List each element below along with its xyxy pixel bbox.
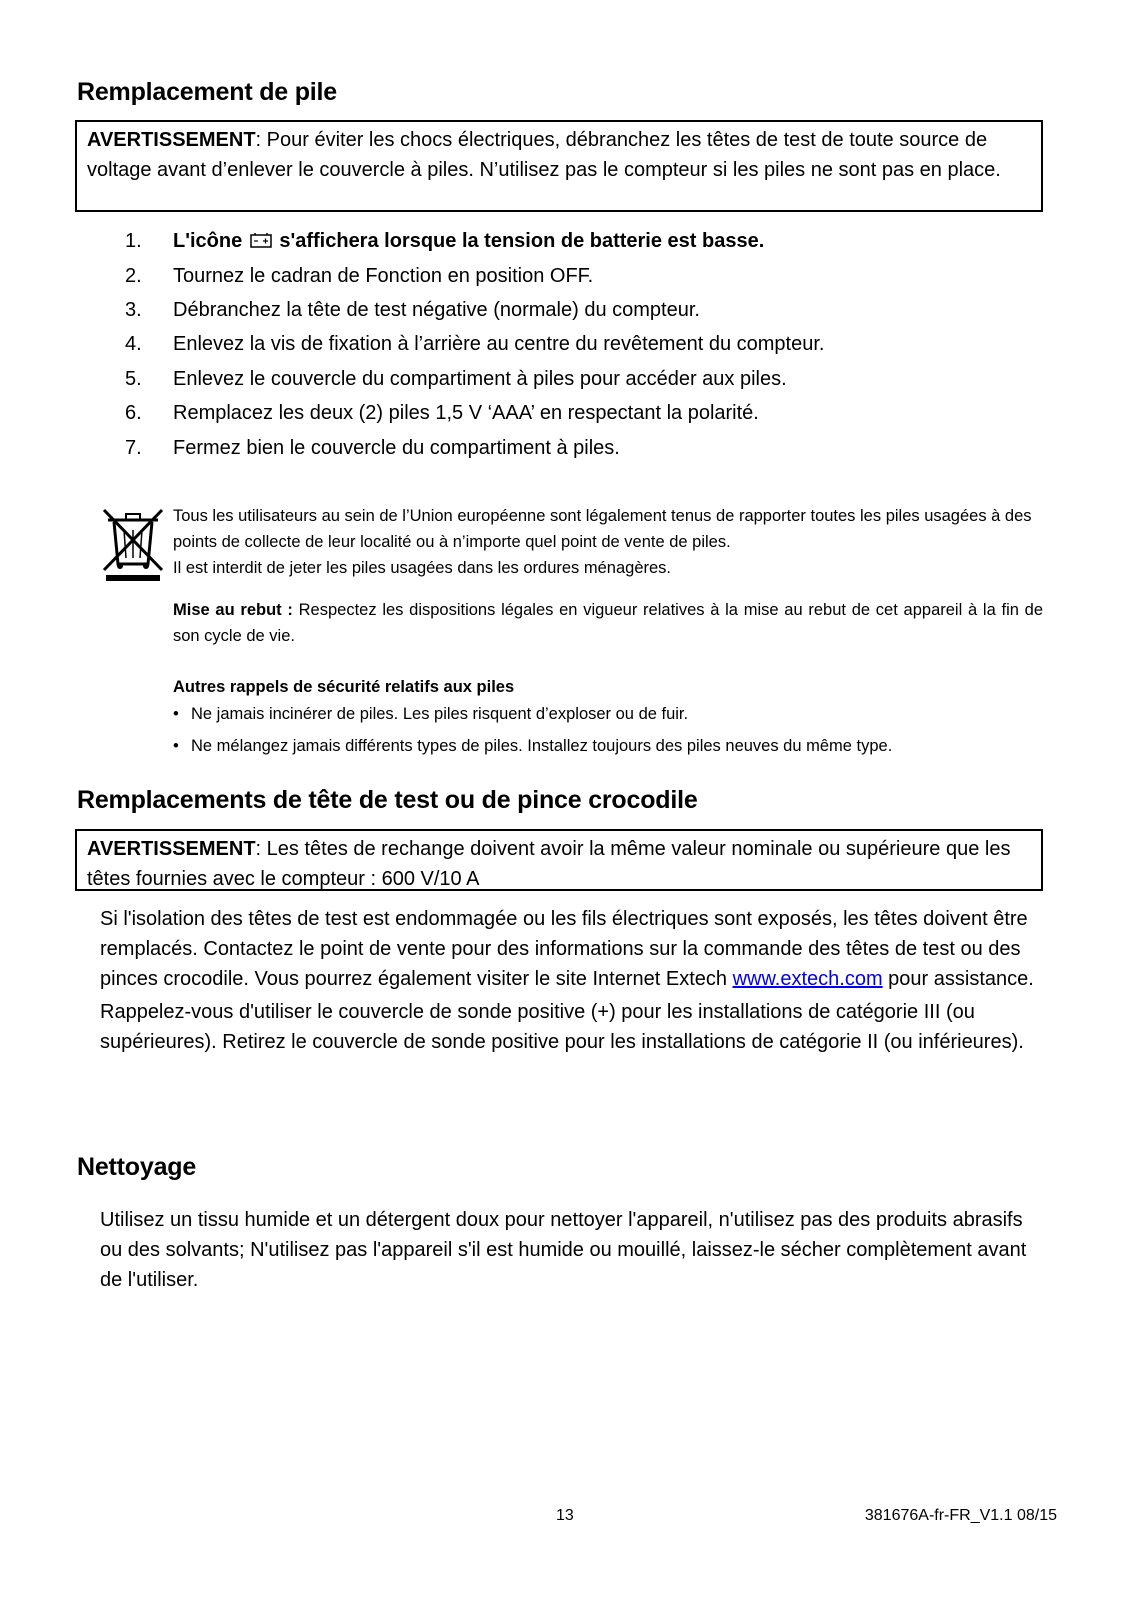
step-number: 6. (125, 402, 142, 424)
paragraph-text: Si l'isolation des têtes de test est endommagée ou les fils électriques sont exposés, les têtes doivent être remplacés. Contactez le point de vente pour des informations sur la commande des têtes de test ou des pinces crocodile. Vous pourrez également visiter le site Internet Extech (100, 908, 1028, 990)
battery-section-title: Remplacement de pile (77, 78, 337, 106)
list-item (173, 734, 892, 766)
step-number: 7. (125, 436, 142, 459)
disposal-label: Mise au rebut : (173, 601, 293, 619)
step-number: 3. (125, 298, 142, 321)
bullet-icon: • (173, 737, 179, 755)
step-text-after: s'affichera lorsque la tension de batterie est basse. (279, 230, 765, 252)
leads-paragraph-2: Rappelez-vous d'utiliser le couvercle de sonde positive (+) pour les installations de catégorie III (ou supérieures). Retirez le couvercle de sonde positive pour les installations de catégorie II (ou inférieures). (100, 1001, 1024, 1053)
step-text: Enlevez la vis de fixation à l’arrière au centre du revêtement du compteur. (173, 333, 825, 355)
eu-notice-line2: Il est interdit de jeter les piles usagées dans les ordures ménagères. (173, 559, 672, 577)
step-text: Débranchez la tête de test négative (normale) du compteur. (173, 298, 700, 321)
warning-label: AVERTISSEMENT (87, 129, 256, 151)
paragraph-text: pour assistance. (882, 968, 1034, 990)
weee-crossed-bin-icon (102, 506, 164, 582)
extech-link[interactable]: www.extech.com (732, 968, 883, 990)
disposal-note (173, 597, 1043, 649)
reminders-title: Autres rappels de sécurité relatifs aux piles (173, 678, 515, 696)
cleaning-section-title: Nettoyage (77, 1153, 197, 1181)
leads-paragraph-1 (100, 904, 1050, 994)
step-text: Tournez le cadran de Fonction en position OFF. (173, 264, 594, 287)
step-number: 4. (125, 333, 142, 355)
leads-body (100, 904, 1050, 1060)
step-text: Enlevez le couvercle du compartiment à piles pour accéder aux piles. (173, 367, 787, 390)
cleaning-body (100, 1205, 1045, 1298)
leads-warning-box (75, 829, 1043, 891)
eu-notice-line1: Tous les utilisateurs au sein de l’Union européenne sont légalement tenus de rapporter toutes les piles usagées à des points de collecte de leur localité ou à n’importe quel point de vente de piles. (173, 507, 1032, 551)
step-number: 1. (125, 230, 142, 252)
page-number: 13 (556, 1507, 574, 1524)
warning-text: : Pour éviter les chocs électriques, débranchez les têtes de test de toute source de voltage avant d’enlever le couvercle à piles. N’utilisez pas le compteur si les piles ne sont pas en place. (87, 129, 1001, 181)
disposal-text: Respectez les dispositions légales en vigueur relatives à la mise au rebut de cet appareil à la fin de son cycle de vie. (173, 601, 1043, 645)
document-reference: 381676A-fr-FR_V1.1 08/15 (864, 1507, 1057, 1524)
battery-low-icon (250, 232, 272, 248)
eu-notice (173, 503, 1043, 581)
bullet-icon: • (173, 705, 179, 723)
warning-label: AVERTISSEMENT (87, 838, 256, 860)
step-text-before: L'icône (173, 230, 243, 252)
reminders-list (173, 702, 892, 766)
list-item (173, 702, 892, 734)
reminder-text: Ne mélangez jamais différents types de piles. Installez toujours des piles neuves du même type. (191, 737, 893, 755)
step-text: Remplacez les deux (2) piles 1,5 V ‘AAA’ en respectant la polarité. (173, 402, 759, 424)
step-text: Fermez bien le couvercle du compartiment à piles. (173, 436, 620, 459)
step-number: 5. (125, 367, 142, 390)
leads-section-title: Remplacements de tête de test ou de pince crocodile (77, 786, 698, 814)
battery-warning-box (75, 120, 1043, 212)
cleaning-paragraph: Utilisez un tissu humide et un détergent doux pour nettoyer l'appareil, n'utilisez pas des produits abrasifs ou des solvants; N'utilisez pas l'appareil s'il est humide ou mouillé, laissez-le sécher complètement avant de l'utiliser. (100, 1209, 1027, 1291)
reminder-text: Ne jamais incinérer de piles. Les piles risquent d’exploser ou de fuir. (191, 705, 689, 723)
step-number: 2. (125, 264, 142, 287)
warning-text: : Les têtes de rechange doivent avoir la même valeur nominale ou supérieure que les têtes fournies avec le compteur : 600 V/10 A (87, 838, 1011, 890)
